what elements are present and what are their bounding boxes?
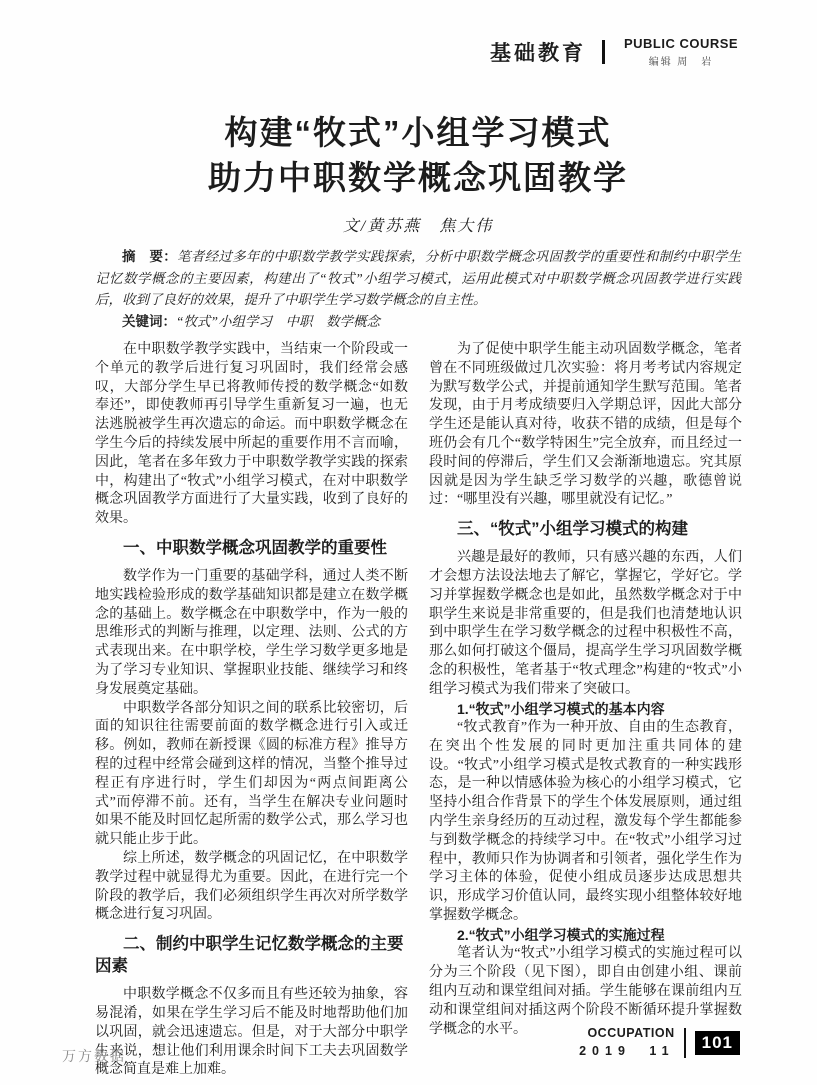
keywords-line [95,311,741,333]
abstract-text: 笔者经过多年的中职数学教学实践探索，分析中职数学概念巩固教学的重要性和制约中职学生记忆数学概念的主要因素，构建出了“牧式”小组学习模式，运用此模式对中职数学概念巩固教学进行实践后，收到了良好的效果，提升了中职学生学习数学概念的自主性。 [95,249,742,307]
page-footer [579,1026,740,1059]
wanfang-watermark: 万方数据 [62,1050,126,1065]
paragraph: 综上所述，数学概念的巩固记忆，在中职数学教学过程中就显得尤为重要。因此，在进行完一个阶段的教学后，我们必须组织学生再次对所学数学概念进行复习巩固。 [95,850,408,923]
section-label: 基础教育 [490,42,586,65]
byline: 文/黄苏燕 焦大伟 [342,218,494,235]
page-number-badge: 101 [695,1031,740,1055]
page-header [490,36,741,68]
paragraph-intro: 在中职数学教学实践中，当结束一个阶段或一个单元的教学后进行复习巩固时，我们经常会感叹，大部分学生早已将教师传授的数学概念“如数奉还”，即使教师再引导学生重新复习一遍，也无法逃脱被学生再次遗忘的命运。而中职数学概念在学生今后的持续发展中所起的重要作用不言而喻，因此，笔者在多年致力于中职数学教学实践的探索中，构建出了“牧式”小组学习模式，在对中职数学概念巩固教学方面进行了大量实践，收到了良好的效果。 [95,342,408,527]
editor-credit: 编辑 周 岩 [648,57,714,68]
keywords-label: 关键词： [122,313,176,329]
paragraph: 中职数学各部分知识之间的联系比较密切，后面的知识往往需要前面的数学概念进行引入或迁移。例如，教师在新授课《圆的标准方程》推导方程的过程中经常会碰到这样的情况，当整个推导过程正有序进行时，学生们却因为“两点间距离公式”而停滞不前。还有，当学生在解决专业问题时如果不能及时回忆起所需的数学公式，那么学习也就只能止步于此。 [95,700,408,848]
header-divider [602,40,605,64]
paragraph: 兴趣是最好的教师，只有感兴趣的东西，人们才会想方法设法地去了解它，掌握它，学好它。学习并掌握数学概念也是如此，虽然数学概念对于中职学生来说是非常重要的，但是我们也清楚地认识到中职学生在学习数学概念的过程中积极性不高，那么如何打破这个僵局，提高学生学习巩固数学概念的积极性，笔者基于“牧式理念”构建的“牧式”小组学习模式为我们带来了突破口。 [429,550,742,697]
section-heading-3: 三、“牧式”小组学习模式的构建 [457,520,689,539]
paragraph: “牧式教育”作为一种开放、自由的生态教育，在突出个性发展的同时更加注重共同体的建设。“牧式”小组学习模式是牧式教育的一种实践形态，是一种以情感体验为核心的小组学习模式，它坚持小组合作背景下的学生个体发展原则，通过组内学生亲身经历的互动过程，激发每个学生都能参与到数学概念的持续学习中。在“牧式”小组学习过程中，教师只作为协调者和引领者，强化学生作为学习主体的体验，促使小组成员逐步达成思想共识，形成学习价值认同，最终实现小组整体较好地掌握数学概念。 [429,720,742,924]
paragraph: 中职数学概念不仅多而且有些还较为抽象，容易混淆，如果在学生学习后不能及时地帮助他们加以巩固，就会迅速遗忘。但是，对于大部分中职学生来说，想让他们利用课余时间下工夫去巩固数学概念简直是难上加难。 [95,987,408,1078]
body-left-column [95,341,408,1080]
keywords-text: “牧式”小组学习 中职 数学概念 [176,313,381,329]
section-heading-1: 一、中职数学概念巩固教学的重要性 [123,538,388,557]
paragraph: 笔者认为“牧式”小组学习模式的实施过程可以分为三个阶段（见下图），即自由创建小组、课前组内互动和课堂组间对插。学生能够在课前组内互动和课堂组间对插这两个阶段不断循环提升掌握数学概念的水平。 [429,946,742,1037]
abstract-label: 摘 要： [122,249,178,264]
footer-divider [684,1028,686,1058]
body-right-column [429,341,742,1039]
subsection-heading-2: 2.“牧式”小组学习模式的实施过程 [457,926,665,943]
journal-block [579,1026,675,1059]
course-label: PUBLIC COURSE [623,36,739,51]
abstract-block [95,246,741,332]
paragraph: 数学作为一门重要的基础学科，通过人类不断地实践检验形成的数学基础知识都是建立在数学概念的基础上。数学概念在中职数学中，作为一般的思维形式的判断与推理，以定理、法则、公式的方式表现出来。在中职学校，学生学习数学更多地是为了学习专业知识、掌握职业技能、继续学习和终身发展奠定基础。 [95,568,408,697]
abstract-paragraph [95,246,741,311]
journal-name: OCCUPATION [587,1026,675,1040]
article-title [95,110,741,200]
title-line-1: 构建“牧式”小组学习模式 [224,114,612,151]
paragraph: 为了促使中职学生能主动巩固数学概念，笔者曾在不同班级做过几次实验：将月考考试内容规定为默写数学公式，并提前通知学生默写范围。笔者发现，由于月考成绩要归入学期总评，因此大部分学生还是能认真对待，收获不错的成绩，但是每个班仍会有几个“数学特困生”完全放弃，而且经过一段时间的停滞后，学生们又会渐渐地遗忘。究其原因就是因为学生缺乏学习数学的兴趣，歌德曾说过：“哪里没有兴趣，哪里就没有记忆。” [429,342,742,508]
title-line-2: 助力中职数学概念巩固教学 [208,159,628,196]
section-heading-2: 二、制约中职学生记忆数学概念的主要因素 [95,935,404,976]
course-block [621,36,741,68]
subsection-heading-1: 1.“牧式”小组学习模式的基本内容 [457,700,665,717]
journal-issue: 2019 11 [579,1044,675,1058]
